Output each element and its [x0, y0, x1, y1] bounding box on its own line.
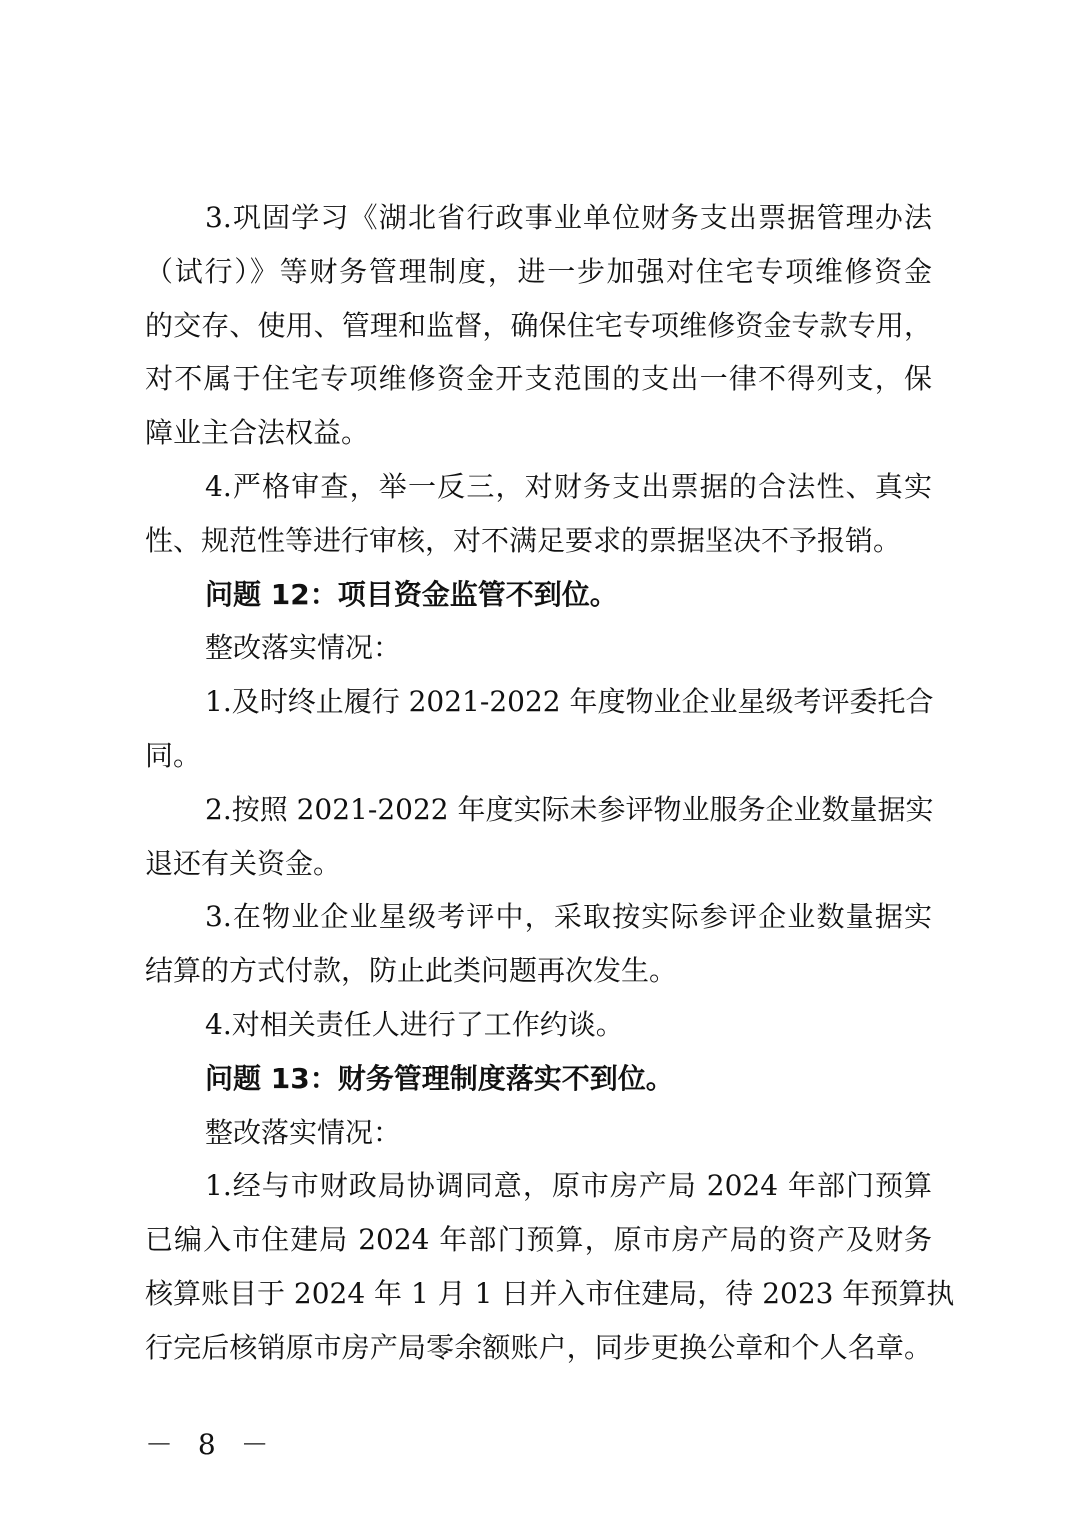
issue-heading: 问题 12：项目资金监管不到位。 [205, 577, 618, 611]
paragraph-line: 已编入市住建局 2024 年部门预算，原市房产局的资产及财务 [145, 1223, 932, 1257]
paragraph-line: 4.严格审查，举一反三，对财务支出票据的合法性、真实 [205, 469, 932, 503]
paragraph-line: 同。 [145, 738, 202, 772]
section-label: 整改落实情况： [205, 1115, 402, 1149]
paragraph-line: 性、规范性等进行审核，对不满足要求的票据坚决不予报销。 [145, 523, 902, 557]
paragraph-line: 对不属于住宅专项维修资金开支范围的支出一律不得列支，保 [145, 362, 932, 396]
page-number: － 8 － [145, 1428, 277, 1461]
paragraph-line: 障业主合法权益。 [145, 416, 370, 450]
paragraph-line: 3.在物业企业星级考评中，采取按实际参评企业数量据实 [205, 900, 932, 934]
paragraph-line: 1.及时终止履行 2021-2022 年度物业企业星级考评委托合 [205, 685, 934, 719]
paragraph-line: 4.对相关责任人进行了工作约谈。 [205, 1007, 624, 1041]
paragraph-line: 退还有关资金。 [145, 846, 342, 880]
paragraph-line: 结算的方式付款，防止此类问题再次发生。 [145, 954, 678, 988]
paragraph-line: （试行）》等财务管理制度，进一步加强对住宅专项维修资金 [145, 254, 932, 288]
paragraph-line: 1.经与市财政局协调同意，原市房产局 2024 年部门预算 [205, 1169, 932, 1203]
paragraph-line: 行完后核销原市房产局零余额账户，同步更换公章和个人名章。 [145, 1330, 932, 1364]
paragraph-line: 的交存、使用、管理和监督，确保住宅专项维修资金专款专用， [145, 308, 932, 342]
paragraph-line: 核算账目于 2024 年 1 月 1 日并入市住建局，待 2023 年预算执 [145, 1276, 955, 1310]
document-body [145, 191, 955, 1375]
issue-heading: 问题 13：财务管理制度落实不到位。 [205, 1061, 674, 1095]
section-label: 整改落实情况： [205, 631, 402, 665]
paragraph-line: 3.巩固学习《湖北省行政事业单位财务支出票据管理办法 [205, 201, 932, 234]
paragraph-line: 2.按照 2021-2022 年度实际未参评物业服务企业数量据实 [205, 792, 934, 826]
